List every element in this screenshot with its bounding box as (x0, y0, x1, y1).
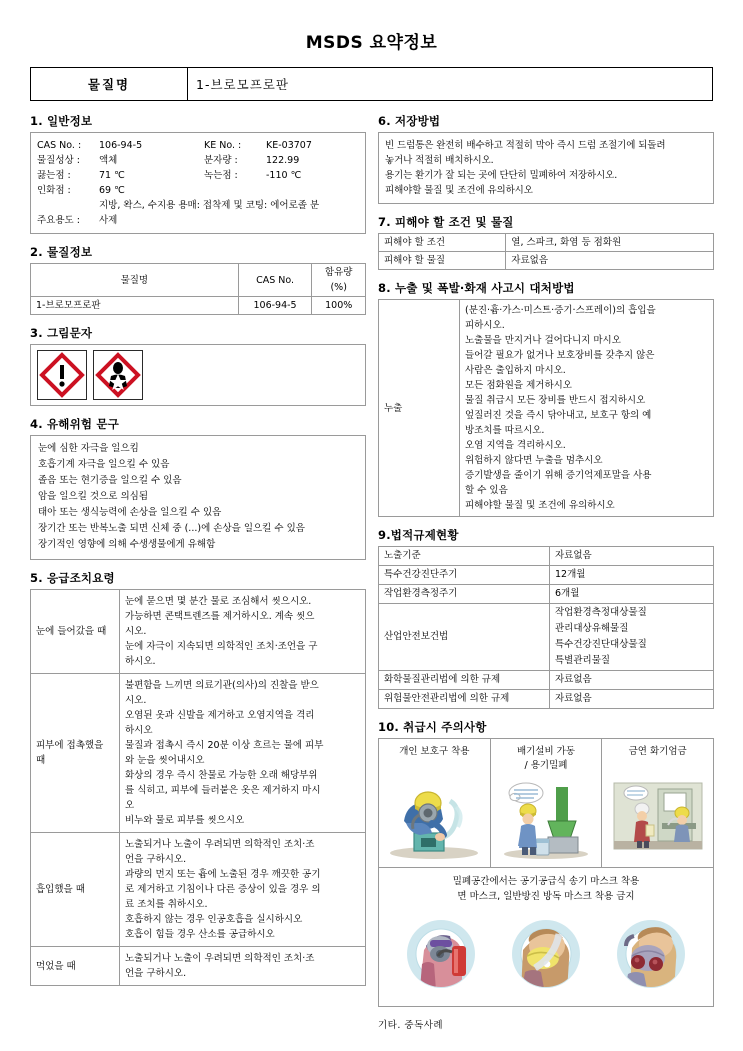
table-row (37, 183, 359, 198)
substance-name-value: 1-브로모프로판 (188, 68, 713, 101)
spill-line: 위험하지 않다면 누출을 멈추시오 (465, 455, 603, 466)
avoid-condition-value: 열, 스파크, 화염 등 점화원 (506, 234, 714, 252)
hazard-statement: 졸음 또는 현기증을 일으킬 수 있음 (38, 475, 182, 486)
handling-caption: 개인 보호구 착용 (399, 746, 470, 757)
spill-label: 누출 (379, 300, 460, 517)
first-aid-text-inhalation (120, 833, 366, 947)
first-aid-text-eye (120, 590, 366, 674)
first-aid-line: 노출되거나 노출이 우려되면 의학적인 조치·조 (125, 953, 315, 964)
right-column (378, 111, 714, 1031)
footer-note: 기타. 중독사례 (378, 1020, 444, 1031)
first-aid-line: 호흡이 힘들 경우 산소를 공급하시오 (125, 929, 275, 940)
regulation-label-workplace-measure: 작업환경측정주기 (379, 585, 550, 604)
melting-point-value: -110 ℃ (266, 170, 302, 181)
regulation-label-hazmat-act: 위험물안전관리법에 의한 규제 (379, 690, 550, 709)
table-row (379, 300, 714, 517)
section3-heading: 3. 그림문자 (30, 326, 93, 340)
section10-heading: 10. 취급시 주의사항 (378, 720, 487, 734)
avoid-material-value: 자료없음 (506, 252, 714, 270)
regulation-label-osh-act: 산업안전보건법 (379, 604, 550, 671)
spill-line: 방조치를 따르시오. (465, 425, 545, 436)
page-title: MSDS 요약정보 (305, 33, 438, 53)
main-use-extra: 지방, 왁스, 수지용 용매: 접착제 및 코팅: 에어로졸 분 (99, 200, 320, 211)
regulation-line: 관리대상유해물질 (555, 623, 629, 634)
regulation-line: 작업환경측정대상물질 (555, 607, 647, 618)
cas-value: 106-94-5 (99, 140, 143, 151)
regulation-line: 특수건강진단대상물질 (555, 639, 647, 650)
table-row (31, 674, 366, 833)
gas-mask-prohibited-icon (610, 916, 692, 996)
first-aid-label-skin: 피부에 접촉했을 때 (31, 674, 120, 833)
spill-line: 사람은 출입하지 마시오. (465, 365, 566, 376)
section9-heading: 9.법적규제현황 (378, 528, 459, 542)
no-smoking-illustration (612, 781, 704, 863)
supplied-air-respirator-icon (400, 916, 482, 996)
substance-name-label: 물질명 (31, 68, 188, 101)
composition-header-pct: 함유량(%) (312, 264, 366, 297)
first-aid-line: 를 식히고, 피부에 들러붙은 옷은 제거하지 마시 (125, 785, 321, 796)
regulation-table (378, 546, 714, 709)
section5-heading: 5. 응급조치요령 (30, 571, 115, 585)
boiling-point-value: 71 ℃ (99, 170, 125, 181)
hazard-statement: 장기적인 영향에 의해 수생생물에게 유해함 (38, 539, 216, 550)
spill-line: (분진·흄·가스·미스트·증기·스프레이)의 흡입을 (465, 305, 656, 316)
table-header-row (31, 264, 366, 297)
first-aid-line: 로 제거하고 기침이나 다른 증상이 있을 경우 의 (125, 884, 321, 895)
cas-label: CAS No. : (37, 140, 82, 151)
first-aid-line: 하시오. (125, 656, 156, 667)
first-aid-label-eye: 눈에 들어갔을 때 (31, 590, 120, 674)
spill-line: 모든 점화원을 제거하시오 (465, 380, 572, 391)
table-row (37, 168, 359, 183)
flash-point-value: 69 ℃ (99, 185, 125, 196)
table-row (379, 671, 714, 690)
table-row (37, 213, 359, 228)
first-aid-line: 비누와 물로 피부를 씻으시오 (125, 815, 245, 826)
molecular-weight-value: 122.99 (266, 155, 300, 166)
first-aid-line: 언을 구하시오. (125, 968, 187, 979)
handling-illustration-row (379, 739, 713, 867)
spill-line: 오염 지역을 격리하시오. (465, 440, 566, 451)
spill-line: 엎질러진 것을 즉시 닦아내고, 보호구 항의 예 (465, 410, 652, 421)
table-row (31, 297, 366, 315)
general-info-table (37, 138, 359, 228)
spill-line: 노출물을 만지거나 걸어다니지 마시오 (465, 335, 621, 346)
first-aid-line: 눈에 자극이 지속되면 의학적인 조치·조언을 구 (125, 641, 318, 652)
regulation-line: 특별관리물질 (555, 655, 611, 666)
table-row (379, 252, 714, 270)
handling-cell-ppe (379, 739, 491, 867)
handling-caption: / 용기밀폐 (524, 760, 568, 771)
composition-cell-name: 1-브로모프로판 (31, 297, 239, 315)
state-label: 물질성상 : (37, 155, 80, 166)
first-aid-line: 오염된 옷과 신발을 제거하고 오염지역을 격리 (125, 710, 315, 721)
first-aid-line: 오 (125, 800, 135, 811)
hazard-statement: 호흡기계 자극을 일으킬 수 있음 (38, 459, 170, 470)
handling-precautions-panel (378, 738, 714, 1007)
storage-box (378, 132, 714, 204)
composition-table (30, 263, 366, 315)
regulation-value-workplace-measure: 6개월 (550, 585, 714, 604)
table-row (379, 234, 714, 252)
first-aid-text-skin (120, 674, 366, 833)
storage-line: 놓거나 적절히 배치하시오. (385, 155, 494, 166)
section4-heading: 4. 유해위험 문구 (30, 417, 120, 431)
first-aid-line: 시오. (125, 626, 147, 637)
flash-point-label: 인화점 : (37, 185, 71, 196)
composition-header-name: 물질명 (31, 264, 239, 297)
avoid-condition-label: 피해야 할 조건 (379, 234, 506, 252)
first-aid-line: 호흡하지 않는 경우 인공호흡을 실시하시오 (125, 914, 303, 925)
regulation-label-exposure: 노출기준 (379, 547, 550, 566)
table-row (379, 566, 714, 585)
storage-line: 용기는 환기가 잘 되는 곳에 단단히 밀폐하여 저장하시오. (385, 170, 618, 181)
health-hazard-pictogram (93, 350, 143, 400)
table-row (37, 153, 359, 168)
first-aid-label-ingestion: 먹었을 때 (31, 947, 120, 986)
main-use-label: 주요용도 : (37, 215, 80, 226)
section7-heading: 7. 피해야 할 조건 및 물질 (378, 215, 514, 229)
first-aid-text-ingestion (120, 947, 366, 986)
melting-point-label: 녹는점 : (204, 170, 238, 181)
left-column (30, 111, 366, 986)
worker-ppe-illustration (388, 781, 480, 863)
first-aid-line: 불편함을 느끼면 의료기관(의사)의 진찰을 받으 (125, 680, 319, 691)
first-aid-line: 언을 구하시오. (125, 854, 187, 865)
table-row (37, 198, 359, 213)
ventilation-illustration (500, 781, 592, 863)
spill-line: 피하시오. (465, 320, 505, 331)
section8-heading: 8. 누출 및 폭발·화재 사고시 대처방법 (378, 281, 575, 295)
avoid-material-label: 피해야 할 물질 (379, 252, 506, 270)
boiling-point-label: 끓는점 : (37, 170, 71, 181)
substance-name-table (30, 67, 713, 101)
spill-line: 물질 취급시 모든 장비를 반드시 접지하시오 (465, 395, 646, 406)
table-row (31, 833, 366, 947)
regulation-value-chemical-act: 자료없음 (550, 671, 714, 690)
handling-cell-ventilation (491, 739, 603, 867)
molecular-weight-label: 분자량 : (204, 155, 238, 166)
incompatibility-table (378, 233, 714, 270)
storage-line: 피해야할 물질 및 조건에 유의하시오 (385, 185, 533, 196)
handling-note-line: 밀폐공간에서는 공기공급식 송기 마스크 착용 (452, 876, 640, 887)
first-aid-line: 가능하면 콘택트렌즈를 제거하시오. 계속 씻으 (125, 611, 315, 622)
general-info-box (30, 132, 366, 234)
spill-line: 증기발생을 줄이기 위해 증기억제포말을 사용 (465, 470, 652, 481)
section1-heading: 1. 일반정보 (30, 114, 93, 128)
table-row (31, 590, 366, 674)
table-row (379, 690, 714, 709)
mask-icon-row (379, 908, 713, 1006)
first-aid-label-inhalation: 흡입했을 때 (31, 833, 120, 947)
table-row (31, 68, 713, 101)
first-aid-line: 하시오 (125, 725, 153, 736)
first-aid-table (30, 589, 366, 986)
table-row (379, 604, 714, 671)
composition-cell-pct: 100% (312, 297, 366, 315)
spill-line: 피해야할 물질 및 조건에 유의하시오 (465, 500, 615, 511)
regulation-value-osh-act (550, 604, 714, 671)
content-columns (0, 101, 743, 1031)
handling-caption: 금연 화기엄금 (628, 746, 687, 757)
regulation-value-exposure: 자료없음 (550, 547, 714, 566)
first-aid-line: 과량의 먼지 또는 흄에 노출된 경우 깨끗한 공기 (125, 869, 321, 880)
handling-note-line: 면 마스크, 일반방진 방독 마스크 착용 금지 (457, 891, 635, 902)
exclamation-mark-pictogram (37, 350, 87, 400)
composition-header-cas: CAS No. (238, 264, 312, 297)
regulation-value-health-exam: 12개월 (550, 566, 714, 585)
ke-label: KE No. : (204, 140, 242, 151)
first-aid-line: 물질과 접촉시 즉시 20분 이상 흐르는 물에 피부 (125, 740, 324, 751)
regulation-label-chemical-act: 화학물질관리법에 의한 규제 (379, 671, 550, 690)
table-row (379, 585, 714, 604)
ke-value: KE-03707 (266, 140, 312, 151)
first-aid-line: 노출되거나 노출이 우려되면 의학적인 조치·조 (125, 839, 315, 850)
handling-caption: 배기설비 가동 (516, 746, 576, 757)
pictogram-box (30, 344, 366, 406)
spill-line: 들어갈 필요가 없거나 보호장비를 갖추지 않은 (465, 350, 655, 361)
regulation-value-hazmat-act: 자료없음 (550, 690, 714, 709)
first-aid-line: 료 조치를 취하시오. (125, 899, 208, 910)
spill-text (460, 300, 714, 517)
hazard-statement: 태아 또는 생식능력에 손상을 일으킬 수 있음 (38, 507, 222, 518)
first-aid-line: 화상의 경우 즉시 찬물로 가능한 오래 해당부위 (125, 770, 318, 781)
section2-heading: 2. 물질정보 (30, 245, 93, 259)
composition-cell-cas: 106-94-5 (238, 297, 312, 315)
first-aid-line: 와 눈을 씻어내시오 (125, 755, 205, 766)
hazard-statement: 암을 일으킬 것으로 의심됨 (38, 491, 149, 502)
table-row (37, 138, 359, 153)
table-row (31, 947, 366, 986)
handling-cell-no-smoking (602, 739, 713, 867)
table-row (379, 547, 714, 566)
storage-line: 빈 드럼통은 완전히 배수하고 적절히 막아 즉시 드럼 조절기에 되돌려 (385, 140, 666, 151)
first-aid-line: 눈에 묻으면 몇 분간 물로 조심해서 씻으시오. (125, 596, 312, 607)
hazard-statement: 장기간 또는 반복노출 되면 신체 중 (...)에 손상을 일으킬 수 있음 (38, 523, 305, 534)
first-aid-line: 시오. (125, 695, 147, 706)
regulation-label-health-exam: 특수건강진단주기 (379, 566, 550, 585)
section6-heading: 6. 저장방법 (378, 114, 441, 128)
hazard-statements-box (30, 435, 366, 560)
spill-line: 할 수 있음 (465, 485, 508, 496)
state-value: 액체 (99, 155, 118, 166)
hazard-statement: 눈에 심한 자극을 일으킴 (38, 443, 139, 454)
handling-note (379, 867, 713, 908)
spill-response-table (378, 299, 714, 517)
cotton-mask-prohibited-icon (505, 916, 587, 996)
main-use-value: 사제 (99, 215, 118, 226)
